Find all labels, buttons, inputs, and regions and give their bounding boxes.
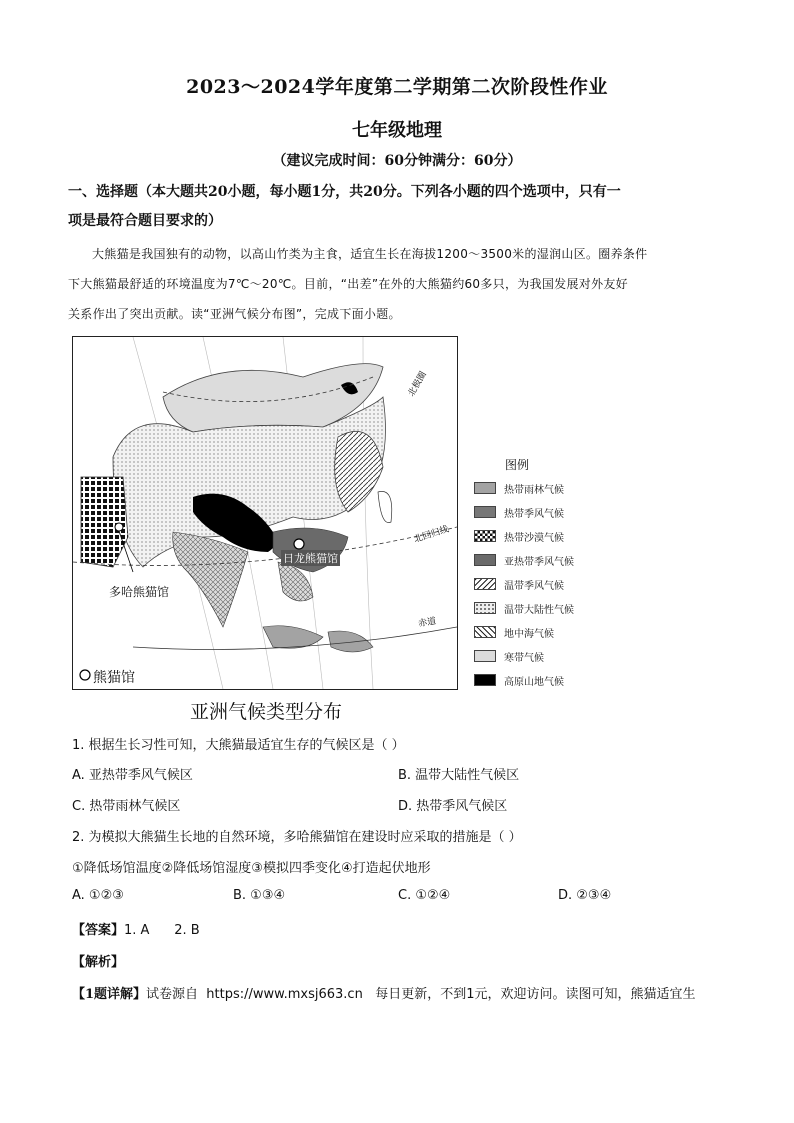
- legend-label: 高原山地气候: [504, 677, 564, 688]
- map-graphic: [73, 337, 457, 689]
- subject-title: 七年级地理: [352, 120, 442, 141]
- asia-climate-map: [72, 336, 458, 690]
- legend-label: 热带雨林气候: [504, 485, 564, 496]
- q1-option-a: A. 亚热带季风气候区: [72, 768, 193, 783]
- question-2-statements: ①降低场馆温度②降低场馆湿度③模拟四季变化④打造起伏地形: [72, 861, 431, 876]
- time-note: （建议完成时间：60分钟满分：60分）: [272, 153, 522, 169]
- legend-label: 热带沙漠气候: [504, 533, 564, 544]
- q1-option-c: C. 热带雨林气候区: [72, 799, 181, 814]
- section-heading-line1: 一、选择题（本大题共20小题，每小题1分，共20分。下列各小题的四个选项中，只有一: [68, 184, 621, 200]
- q1-option-b: B. 温带大陆性气候区: [398, 768, 520, 783]
- legend-label: 亚热带季风气候: [504, 557, 574, 568]
- legend-swatch: [474, 674, 496, 686]
- panda-house-legend-icon: [80, 670, 90, 680]
- doha-label: 多哈熊猫馆: [109, 585, 170, 599]
- detail-line: [72, 983, 696, 1002]
- legend-label: 温带季风气候: [504, 581, 564, 592]
- passage-line-2: 下大熊猫最舒适的环境温度为7℃～20℃。目前，“出差”在外的大熊猫约60多只，为我国发展对外友好: [68, 277, 628, 291]
- answer-line: [72, 919, 200, 938]
- answer-tag: 【答案】: [72, 923, 125, 938]
- legend-swatch: [474, 602, 496, 614]
- legend-swatch: [474, 650, 496, 662]
- legend-title: 图例: [505, 458, 530, 472]
- answer-text: 1. A 2. B: [124, 923, 200, 938]
- document-title: 2023～2024学年度第二学期第二次阶段性作业: [186, 76, 608, 98]
- legend-swatch: [474, 530, 496, 542]
- ridong-marker-icon: [294, 539, 304, 549]
- detail-text: 试卷源自 https://www.mxsj663.cn 每日更新，不到1元，欢迎访问。读图可知，熊猫适宜生: [146, 987, 696, 1002]
- map-caption: 亚洲气候类型分布: [190, 701, 343, 723]
- question-2-stem: 2. 为模拟大熊猫生长地的自然环境，多哈熊猫馆在建设时应采取的措施是（ ）: [72, 830, 522, 845]
- q1-option-d: D. 热带季风气候区: [398, 799, 508, 814]
- q2-option-a: A. ①②③: [72, 888, 124, 903]
- tropic-label: 北回归线: [412, 524, 451, 546]
- legend-swatch: [474, 506, 496, 518]
- legend-swatch: [474, 578, 496, 590]
- legend-label: 地中海气候: [504, 629, 554, 640]
- question-1-stem: 1. 根据生长习性可知，大熊猫最适宜生存的气候区是（ ）: [72, 738, 405, 753]
- q2-option-d: D. ②③④: [558, 888, 612, 903]
- detail-tag: 【1题详解】: [72, 987, 147, 1002]
- legend-swatch: [474, 554, 496, 566]
- panda-house-label: 熊猫馆: [93, 670, 135, 686]
- equator-label: 赤道: [417, 616, 438, 630]
- q2-option-b: B. ①③④: [233, 888, 286, 903]
- legend-swatch: [474, 626, 496, 638]
- legend-label: 温带大陆性气候: [504, 605, 574, 616]
- ridong-label: 日龙熊猫馆: [283, 552, 338, 565]
- section-heading-line2: 项是最符合题目要求的）: [68, 213, 222, 229]
- legend-label: 寒带气候: [504, 653, 544, 664]
- analysis-tag: 【解析】: [72, 955, 125, 970]
- arctic-circle-label: 北极圈: [406, 370, 429, 399]
- passage-line-1: 大熊猫是我国独有的动物，以高山竹类为主食，适宜生长在海拔1200～3500米的湿润山区。圈养条件: [92, 247, 648, 261]
- doha-marker-icon: [115, 523, 123, 531]
- passage-line-3: 关系作出了突出贡献。读“亚洲气候分布图”，完成下面小题。: [68, 307, 401, 321]
- legend-swatch: [474, 482, 496, 494]
- legend-label: 热带季风气候: [504, 509, 564, 520]
- q2-option-c: C. ①②④: [398, 888, 451, 903]
